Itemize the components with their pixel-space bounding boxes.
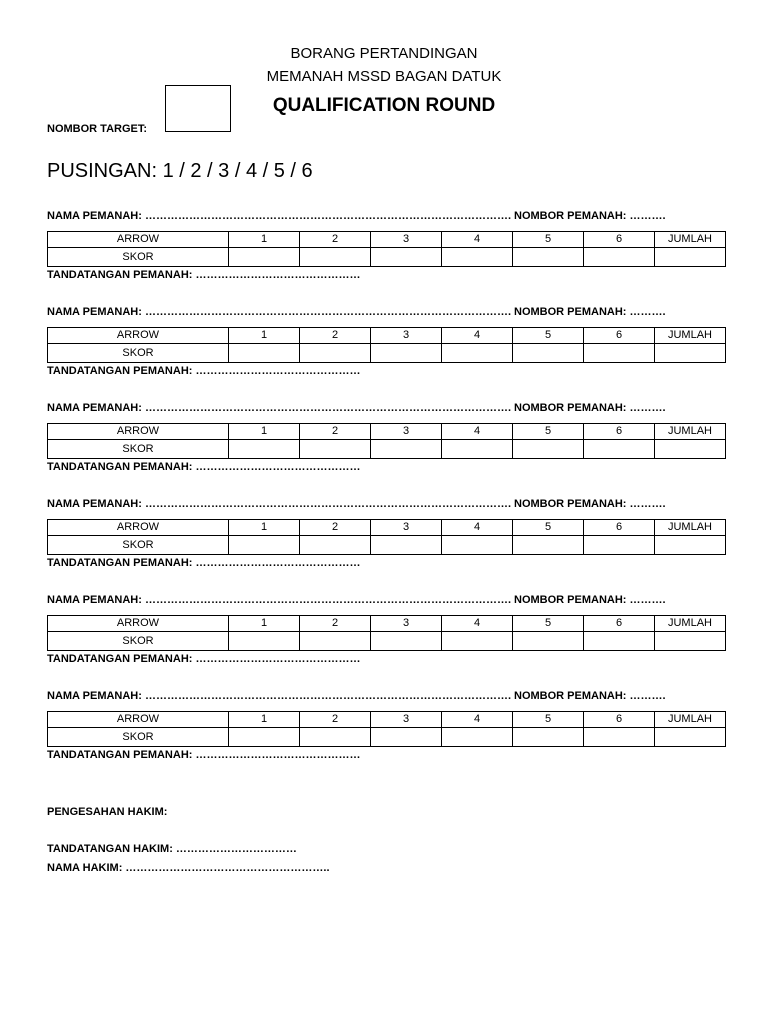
archer-name-line[interactable]: NAMA PEMANAH: ………………………………………………………………………………………. (47, 210, 512, 222)
score-row (48, 440, 726, 459)
arrow-header-cell: ARROW (48, 424, 229, 440)
score-table-header-row (48, 328, 726, 344)
archer-number-line[interactable]: NOMBOR PEMANAH: ………. (514, 594, 666, 606)
score-entry-cell[interactable] (371, 440, 442, 459)
score-entry-cell[interactable] (513, 728, 584, 747)
arrow-number-cell: 2 (300, 712, 371, 728)
archer-signature-line[interactable]: TANDATANGAN PEMANAH: ……………………………………… (47, 749, 361, 761)
arrow-number-cell: 6 (584, 424, 655, 440)
score-row-label: SKOR (48, 440, 229, 459)
archer-number-line[interactable]: NOMBOR PEMANAH: ………. (514, 690, 666, 702)
archer-signature-line[interactable]: TANDATANGAN PEMANAH: ……………………………………… (47, 365, 361, 377)
score-table-header-row (48, 520, 726, 536)
score-entry-cell[interactable] (300, 536, 371, 555)
score-entry-cell[interactable] (584, 632, 655, 651)
judge-validation-label: PENGESAHAN HAKIM: (47, 806, 168, 818)
archer-name-line[interactable]: NAMA PEMANAH: ………………………………………………………………………………………. (47, 306, 512, 318)
arrow-number-cell: 5 (513, 328, 584, 344)
arrow-number-cell: 3 (371, 520, 442, 536)
archer-name-line[interactable]: NAMA PEMANAH: ………………………………………………………………………………………. (47, 594, 512, 606)
score-entry-cell[interactable] (371, 728, 442, 747)
score-entry-cell[interactable] (229, 440, 300, 459)
arrow-header-cell: ARROW (48, 616, 229, 632)
target-number-label: NOMBOR TARGET: (47, 123, 148, 135)
arrow-number-cell: 4 (442, 424, 513, 440)
score-row-label: SKOR (48, 344, 229, 363)
judge-name-line[interactable]: NAMA HAKIM: ……………………………………………….. (47, 862, 330, 874)
round-title: QUALIFICATION ROUND (272, 95, 496, 116)
arrow-number-cell: 3 (371, 328, 442, 344)
total-header-cell: JUMLAH (655, 712, 726, 728)
score-entry-cell[interactable] (442, 440, 513, 459)
score-entry-cell[interactable] (513, 440, 584, 459)
score-table (47, 423, 726, 459)
archer-signature-line[interactable]: TANDATANGAN PEMANAH: ……………………………………… (47, 557, 361, 569)
score-entry-cell[interactable] (442, 248, 513, 267)
organizer-heading: MEMANAH MSSD BAGAN DATUK (266, 68, 502, 85)
target-number-box[interactable] (165, 85, 231, 132)
total-score-cell[interactable] (655, 248, 726, 267)
archer-number-line[interactable]: NOMBOR PEMANAH: ………. (514, 402, 666, 414)
score-entry-cell[interactable] (513, 248, 584, 267)
arrow-number-cell: 4 (442, 328, 513, 344)
archer-name-line[interactable]: NAMA PEMANAH: ………………………………………………………………………………………. (47, 402, 512, 414)
total-header-cell: JUMLAH (655, 520, 726, 536)
score-table-header-row (48, 232, 726, 248)
arrow-number-cell: 1 (229, 616, 300, 632)
arrow-number-cell: 6 (584, 520, 655, 536)
judge-signature-line[interactable]: TANDATANGAN HAKIM: …………………………… (47, 843, 297, 855)
score-table (47, 615, 726, 651)
score-entry-cell[interactable] (300, 248, 371, 267)
total-header-cell: JUMLAH (655, 616, 726, 632)
score-entry-cell[interactable] (442, 344, 513, 363)
score-entry-cell[interactable] (584, 344, 655, 363)
score-table-header-row (48, 424, 726, 440)
score-entry-cell[interactable] (442, 728, 513, 747)
archer-signature-line[interactable]: TANDATANGAN PEMANAH: ……………………………………… (47, 461, 361, 473)
score-row (48, 344, 726, 363)
archer-name-line[interactable]: NAMA PEMANAH: ………………………………………………………………………………………. (47, 498, 512, 510)
total-score-cell[interactable] (655, 344, 726, 363)
arrow-number-cell: 2 (300, 616, 371, 632)
archer-sheet (47, 306, 723, 386)
score-entry-cell[interactable] (229, 632, 300, 651)
arrow-number-cell: 5 (513, 712, 584, 728)
score-entry-cell[interactable] (584, 728, 655, 747)
arrow-number-cell: 4 (442, 712, 513, 728)
archer-number-line[interactable]: NOMBOR PEMANAH: ………. (514, 210, 666, 222)
score-entry-cell[interactable] (300, 440, 371, 459)
arrow-number-cell: 1 (229, 232, 300, 248)
form-heading: BORANG PERTANDINGAN (290, 45, 478, 62)
score-row-label: SKOR (48, 536, 229, 555)
archer-sheet (47, 402, 723, 482)
total-score-cell[interactable] (655, 440, 726, 459)
arrow-number-cell: 2 (300, 232, 371, 248)
archer-number-line[interactable]: NOMBOR PEMANAH: ………. (514, 498, 666, 510)
archer-number-line[interactable]: NOMBOR PEMANAH: ………. (514, 306, 666, 318)
score-row-label: SKOR (48, 728, 229, 747)
arrow-number-cell: 6 (584, 616, 655, 632)
score-entry-cell[interactable] (371, 248, 442, 267)
score-entry-cell[interactable] (229, 728, 300, 747)
score-row (48, 536, 726, 555)
score-table (47, 231, 726, 267)
arrow-number-cell: 5 (513, 424, 584, 440)
score-row-label: SKOR (48, 248, 229, 267)
score-table (47, 711, 726, 747)
score-row (48, 728, 726, 747)
arrow-header-cell: ARROW (48, 712, 229, 728)
arrow-number-cell: 1 (229, 328, 300, 344)
arrow-number-cell: 2 (300, 520, 371, 536)
arrow-header-cell: ARROW (48, 328, 229, 344)
score-entry-cell[interactable] (371, 344, 442, 363)
arrow-number-cell: 3 (371, 424, 442, 440)
total-score-cell[interactable] (655, 728, 726, 747)
arrow-number-cell: 3 (371, 616, 442, 632)
score-entry-cell[interactable] (371, 536, 442, 555)
arrow-number-cell: 4 (442, 232, 513, 248)
score-row (48, 632, 726, 651)
score-entry-cell[interactable] (584, 536, 655, 555)
score-entry-cell[interactable] (442, 632, 513, 651)
score-entry-cell[interactable] (229, 344, 300, 363)
score-table (47, 519, 726, 555)
arrow-number-cell: 5 (513, 616, 584, 632)
total-header-cell: JUMLAH (655, 424, 726, 440)
score-entry-cell[interactable] (229, 536, 300, 555)
arrow-number-cell: 3 (371, 232, 442, 248)
arrow-number-cell: 5 (513, 520, 584, 536)
score-entry-cell[interactable] (300, 728, 371, 747)
archer-sheet (47, 498, 723, 578)
score-table-header-row (48, 616, 726, 632)
archer-name-line[interactable]: NAMA PEMANAH: ………………………………………………………………………………………. (47, 690, 512, 702)
archer-signature-line[interactable]: TANDATANGAN PEMANAH: ……………………………………… (47, 653, 361, 665)
round-selector: PUSINGAN: 1 / 2 / 3 / 4 / 5 / 6 (47, 160, 313, 182)
score-entry-cell[interactable] (371, 632, 442, 651)
arrow-number-cell: 2 (300, 328, 371, 344)
score-entry-cell[interactable] (584, 440, 655, 459)
score-entry-cell[interactable] (229, 248, 300, 267)
score-entry-cell[interactable] (584, 248, 655, 267)
score-entry-cell[interactable] (513, 632, 584, 651)
total-score-cell[interactable] (655, 632, 726, 651)
arrow-number-cell: 6 (584, 232, 655, 248)
archer-sheet (47, 594, 723, 674)
score-entry-cell[interactable] (300, 632, 371, 651)
arrow-number-cell: 1 (229, 424, 300, 440)
arrow-number-cell: 5 (513, 232, 584, 248)
archer-signature-line[interactable]: TANDATANGAN PEMANAH: ……………………………………… (47, 269, 361, 281)
score-table (47, 327, 726, 363)
arrow-number-cell: 2 (300, 424, 371, 440)
total-score-cell[interactable] (655, 536, 726, 555)
score-entry-cell[interactable] (300, 344, 371, 363)
score-entry-cell[interactable] (513, 536, 584, 555)
arrow-number-cell: 6 (584, 328, 655, 344)
archer-sheet (47, 210, 723, 290)
score-row-label: SKOR (48, 632, 229, 651)
score-table-header-row (48, 712, 726, 728)
archer-sheet (47, 690, 723, 770)
arrow-number-cell: 4 (442, 616, 513, 632)
score-entry-cell[interactable] (513, 344, 584, 363)
total-header-cell: JUMLAH (655, 328, 726, 344)
arrow-number-cell: 6 (584, 712, 655, 728)
arrow-number-cell: 4 (442, 520, 513, 536)
arrow-number-cell: 3 (371, 712, 442, 728)
score-row (48, 248, 726, 267)
arrow-number-cell: 1 (229, 520, 300, 536)
score-entry-cell[interactable] (442, 536, 513, 555)
arrow-number-cell: 1 (229, 712, 300, 728)
arrow-header-cell: ARROW (48, 520, 229, 536)
arrow-header-cell: ARROW (48, 232, 229, 248)
total-header-cell: JUMLAH (655, 232, 726, 248)
